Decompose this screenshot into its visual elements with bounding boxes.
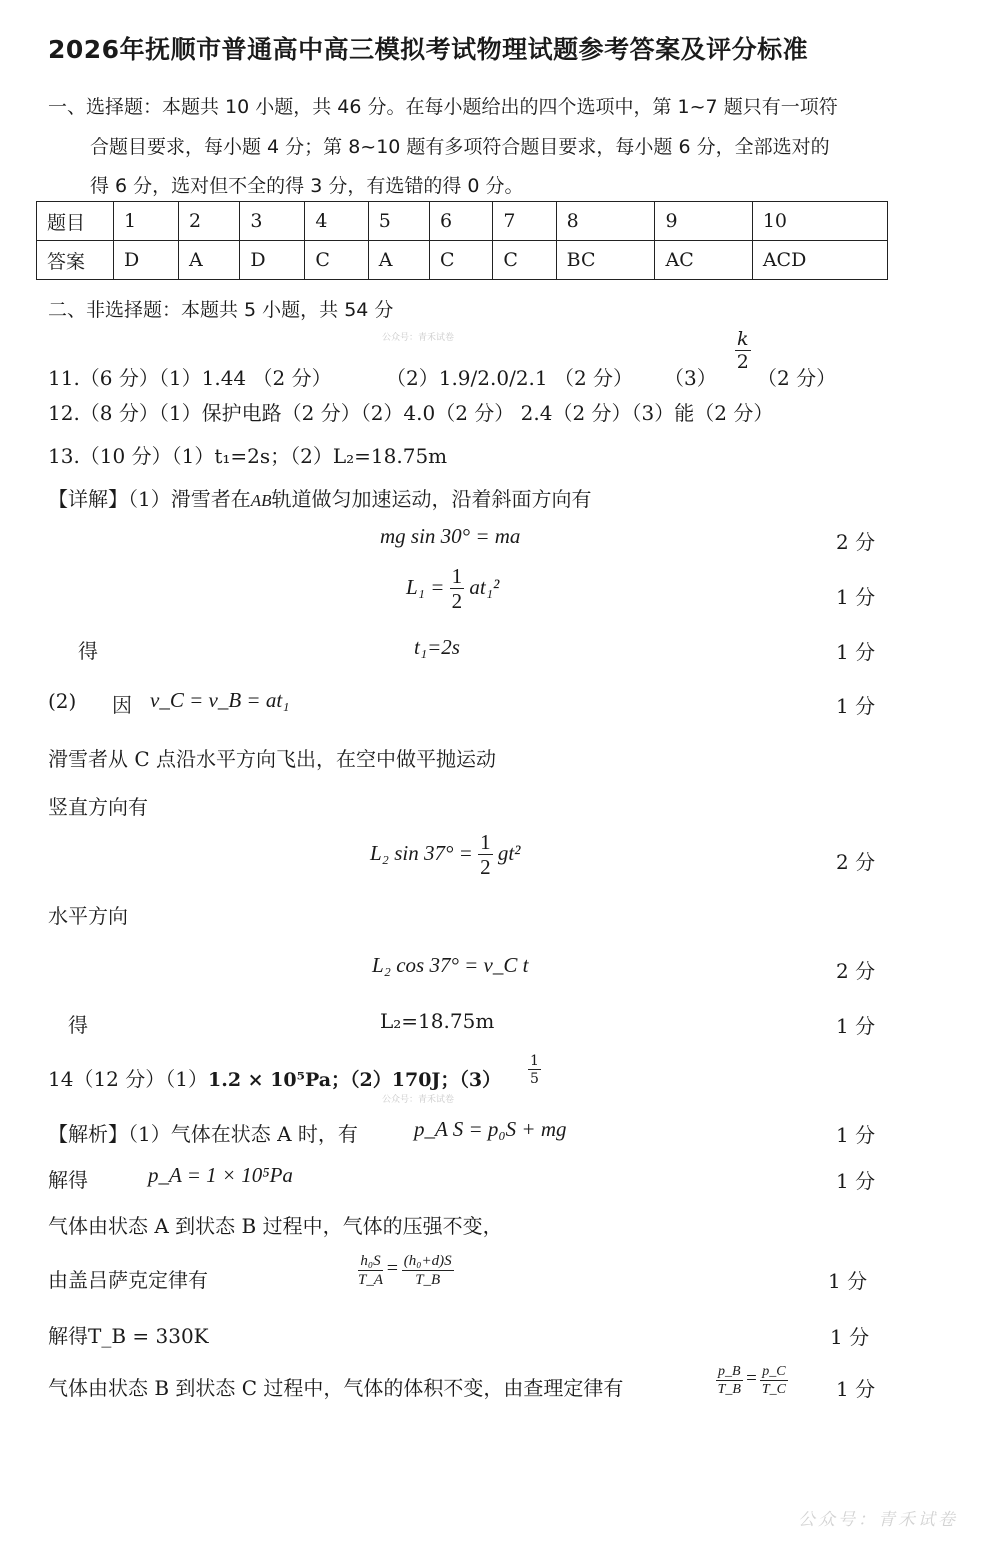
frac-denominator: 2 [451, 589, 463, 613]
q14-line-ab: 气体由状态 A 到状态 B 过程中，气体的压强不变， [48, 1214, 503, 1238]
table-cell: 9 [655, 202, 752, 241]
q12-line: 12.（8 分）（1）保护电路（2 分）（2）4.0（2 分） 2.4（2 分）（3）能（2 分） [48, 401, 774, 425]
equation-1: mg sin 30° = ma [380, 524, 521, 548]
table-cell: BC [556, 241, 655, 280]
points-label: 2 分 [836, 959, 876, 983]
frac-numerator: 1 [530, 1053, 539, 1069]
table-header-question: 题目 [37, 202, 114, 241]
because-label: 因 [112, 693, 132, 717]
table-cell: 8 [556, 202, 655, 241]
frac-denominator: 5 [530, 1071, 539, 1087]
watermark-bottom: 公众号：青禾试卷 [798, 1510, 958, 1530]
table-cell: D [240, 241, 305, 280]
answer-table [36, 201, 888, 280]
q11-part1: 11.（6 分）（1）1.44 （2 分） [48, 366, 332, 390]
watermark-text: 公众号：青禾试卷 [382, 1095, 455, 1105]
q13-detail [48, 483, 592, 512]
q14-head [48, 1063, 501, 1092]
q13-detail-rest: 轨道做匀加速运动，沿着斜面方向有 [271, 487, 592, 511]
table-header-answer: 答案 [37, 241, 114, 280]
table-cell: ACD [752, 241, 887, 280]
points-label: 1 分 [836, 1123, 876, 1147]
table-cell: D [114, 241, 179, 280]
table-cell: C [430, 241, 493, 280]
points-label: 1 分 [836, 640, 876, 664]
frac-numerator: 1 [451, 564, 463, 588]
table-cell: A [179, 241, 240, 280]
frac-denominator: T_B [415, 1272, 441, 1288]
result-label: 得 [68, 1013, 88, 1037]
eq5-lhs: L₂ sin 37° = [370, 840, 473, 865]
table-cell: 6 [430, 202, 493, 241]
q13-head: 13.（10 分）（1）t₁=2s；（2）L₂=18.75m [48, 444, 448, 468]
section1-line1: 一、选择题：本题共 10 小题，共 46 分。在每小题给出的四个选项中，第 1~7 题只有一项符 [48, 96, 838, 118]
equation-11: $\frac{p\_B}{T\_B}$ = $\frac{p\_C}{T\_C}$ [717, 1364, 787, 1397]
result-label: 得 [78, 639, 98, 663]
part2-label: (2) [48, 689, 77, 713]
q14-head-b: 1.2 × 10⁵Pa；（2）170J；（3） [207, 1069, 502, 1091]
frac-numerator: p_C [762, 1364, 786, 1379]
frac-numerator: k [737, 328, 749, 350]
eq2-lhs: L₁ = [406, 574, 445, 599]
table-cell: 5 [368, 202, 429, 241]
equation-5 [370, 832, 520, 878]
eq2-rhs: at₁² [469, 574, 500, 599]
q11-part4: （2 分） [757, 366, 837, 390]
table-cell: 1 [114, 202, 179, 241]
equation-3: t₁=2s [414, 635, 460, 659]
equation-2 [406, 566, 499, 612]
table-cell: C [305, 241, 368, 280]
watermark-text: 公众号：青禾试卷 [382, 333, 455, 343]
points-label: 1 分 [836, 585, 876, 609]
points-label: 2 分 [836, 850, 876, 874]
q13-detail-ab: AB [250, 491, 272, 510]
q14-line-bc: 气体由状态 B 到状态 C 过程中，气体的体积不变，由查理定律有 [48, 1376, 624, 1400]
solve-label: 解得 [48, 1168, 88, 1192]
table-cell: AC [655, 241, 752, 280]
q13-vertical: 竖直方向有 [48, 795, 148, 819]
section1-line3: 得 6 分，选对但不全的得 3 分，有选错的得 0 分。 [90, 175, 524, 197]
q13-detail-a: 【详解】（1）滑雪者在 [48, 487, 251, 511]
eq5-rhs: gt² [497, 840, 521, 865]
page-title: 2026年抚顺市普通高中高三模拟考试物理试题参考答案及评分标准 [48, 35, 809, 64]
points-label: 1 分 [836, 1377, 876, 1401]
frac-numerator: 1 [480, 830, 491, 854]
q14-tb: 解得T_B = 330K [48, 1324, 209, 1348]
section1-line2: 合题目要求，每小题 4 分；第 8~10 题有多项符合题目要求，每小题 6 分，全部选对的 [90, 136, 830, 158]
frac-denominator: T_B [717, 1382, 741, 1397]
table-cell: 3 [240, 202, 305, 241]
q11-part3: （3） [664, 366, 717, 390]
q14-analysis: 【解析】（1）气体在状态 A 时，有 [48, 1122, 358, 1146]
table-row-answers [37, 241, 888, 280]
frac-denominator: 2 [480, 855, 491, 879]
equation-10: $\frac{\text{h₀S}}{T\_A}$ = $\frac{\text{(h₀+d)S}}{T\_B}$ [358, 1253, 452, 1288]
equation-7: L₂=18.75m [380, 1009, 495, 1033]
equation-4: v_C = v_B = at₁ [150, 688, 290, 712]
gay-lussac-label: 由盖吕萨克定律有 [48, 1268, 208, 1292]
q13-line-c: 滑雪者从 C 点沿水平方向飞出，在空中做平抛运动 [48, 747, 497, 771]
points-label: 2 分 [836, 530, 876, 554]
section2-heading: 二、非选择题：本题共 5 小题，共 54 分 [48, 299, 394, 321]
equation-9: p_A = 1 × 10⁵Pa [148, 1163, 293, 1187]
equation-8: p_A S = p₀S + mg [414, 1117, 567, 1141]
q13-horizontal: 水平方向 [48, 904, 128, 928]
points-label: 1 分 [828, 1269, 868, 1293]
q14-head-a: 14（12 分）（1） [48, 1067, 208, 1091]
points-label: 1 分 [836, 1169, 876, 1193]
table-row-questions [37, 202, 888, 241]
frac-numerator: (h₀+d)S [403, 1253, 452, 1269]
frac-numerator: p_B [718, 1364, 741, 1379]
q11-fraction [735, 330, 751, 372]
table-cell: A [368, 241, 429, 280]
points-label: 1 分 [830, 1325, 870, 1349]
q14-fraction [528, 1054, 541, 1086]
table-cell: 2 [179, 202, 240, 241]
table-cell: C [493, 241, 556, 280]
table-cell: 7 [493, 202, 556, 241]
table-cell: 10 [752, 202, 887, 241]
points-label: 1 分 [836, 694, 876, 718]
equation-6: L₂ cos 37° = v_C t [372, 953, 529, 977]
table-cell: 4 [305, 202, 368, 241]
frac-denominator: T_A [358, 1272, 384, 1288]
points-label: 1 分 [836, 1014, 876, 1038]
frac-denominator: T_C [761, 1382, 787, 1397]
frac-numerator: h₀S [358, 1254, 383, 1271]
frac-denominator: 2 [736, 351, 749, 373]
q11-part2: （2）1.9/2.0/2.1 （2 分） [386, 366, 634, 390]
